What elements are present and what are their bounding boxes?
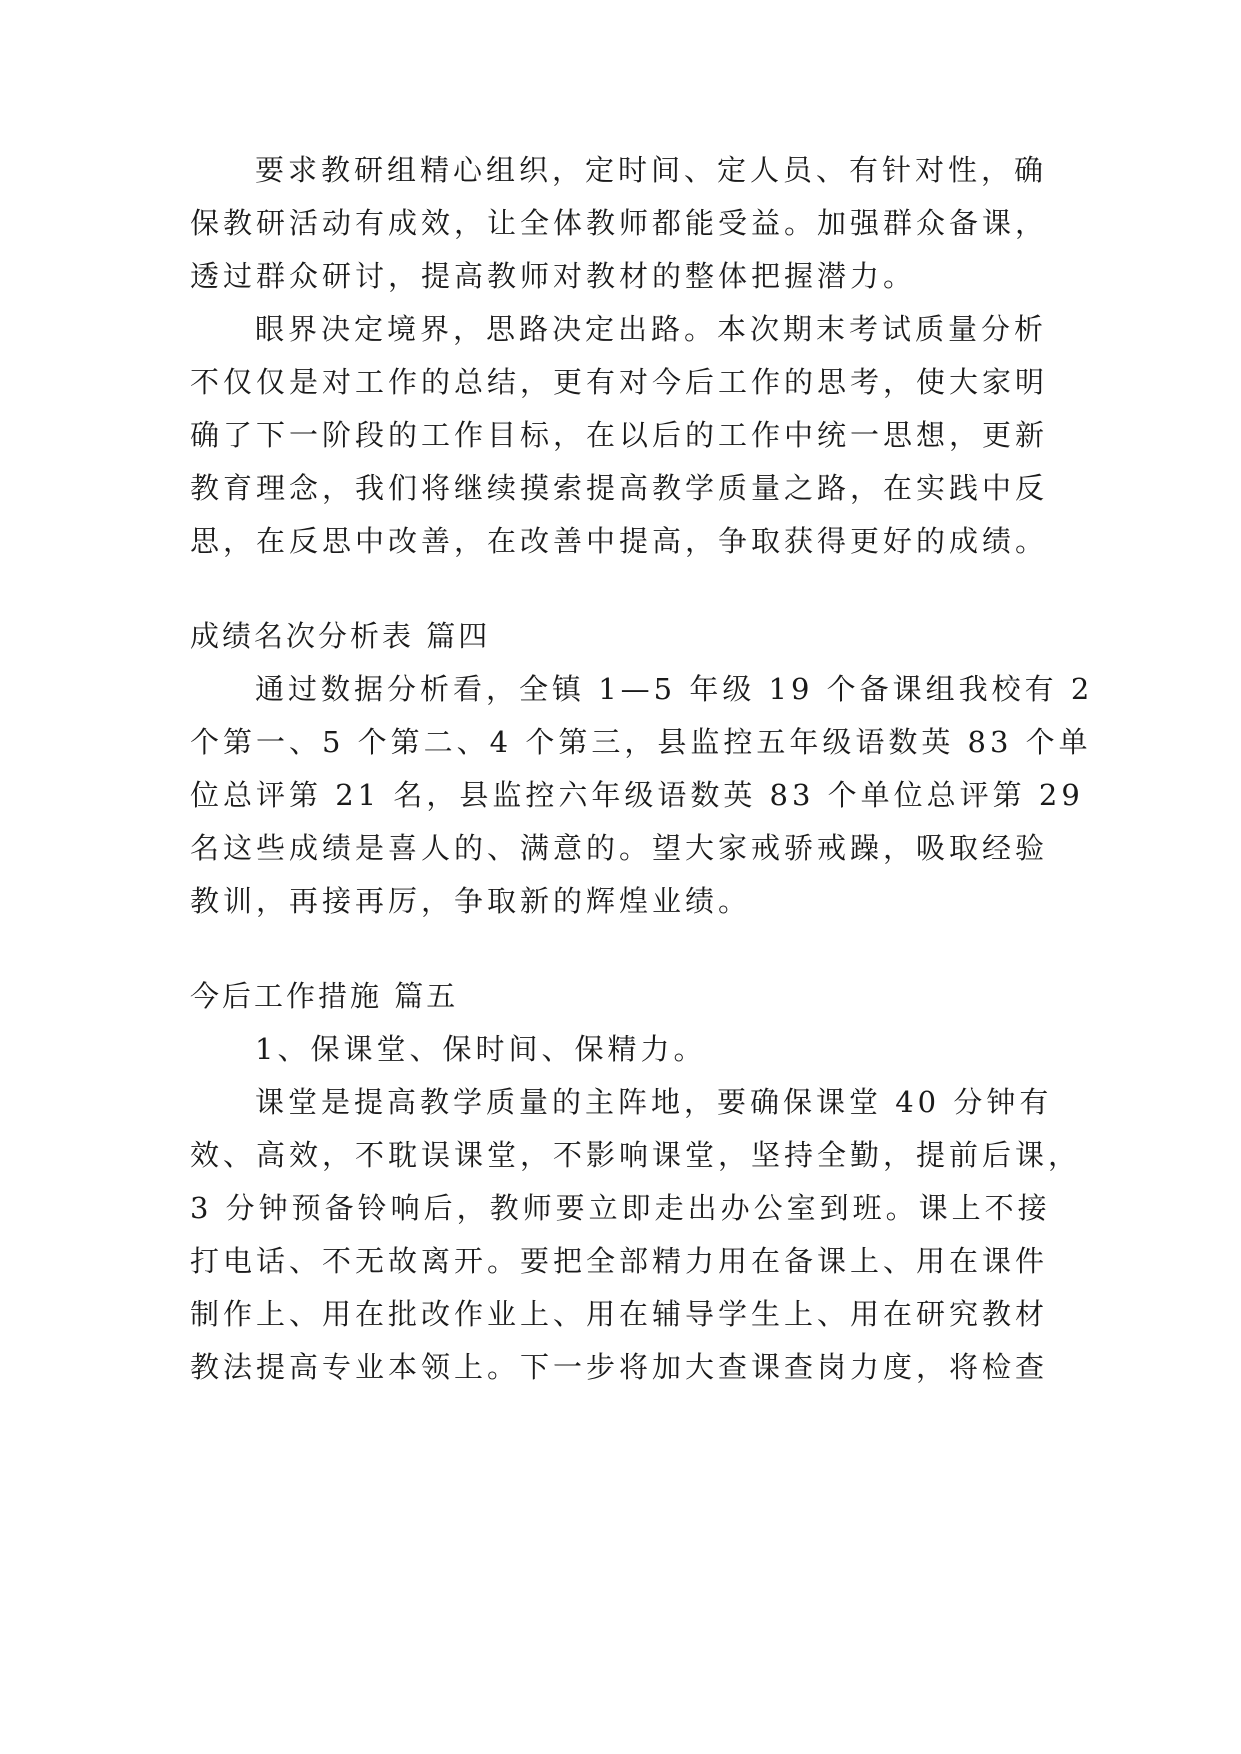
paragraph-line: 3 分钟预备铃响后，教师要立即走出办公室到班。课上不接 — [190, 1191, 1051, 1225]
section-heading: 成绩名次分析表 篇四 — [190, 619, 491, 653]
section-heading: 今后工作措施 篇五 — [190, 979, 459, 1013]
paragraph-line: 保教研活动有成效，让全体教师都能受益。加强群众备课， — [190, 206, 1049, 240]
paragraph-line: 不仅仅是对工作的总结，更有对今后工作的思考，使大家明 — [190, 365, 1049, 399]
paragraph-line: 名这些成绩是喜人的、满意的。望大家戒骄戒躁，吸取经验 — [190, 831, 1049, 865]
paragraph-line: 确了下一阶段的工作目标，在以后的工作中统一思想，更新 — [190, 418, 1049, 452]
list-item: 1、保课堂、保时间、保精力。 — [255, 1032, 707, 1066]
paragraph-line: 要求教研组精心组织，定时间、定人员、有针对性，确 — [255, 153, 1048, 187]
paragraph-line: 效、高效，不耽误课堂，不影响课堂，坚持全勤，提前后课， — [190, 1138, 1082, 1172]
paragraph-line: 制作上、用在批改作业上、用在辅导学生上、用在研究教材 — [190, 1297, 1049, 1331]
paragraph-line: 位总评第 21 名，县监控六年级语数英 83 个单位总评第 29 — [190, 778, 1084, 812]
paragraph-line: 通过数据分析看，全镇 1—5 年级 19 个备课组我校有 2 — [255, 672, 1094, 706]
paragraph-line: 个第一、5 个第二、4 个第三，县监控五年级语数英 83 个单 — [190, 725, 1092, 759]
paragraph-line: 教法提高专业本领上。下一步将加大查课查岗力度，将检查 — [190, 1350, 1049, 1384]
paragraph-line: 透过群众研讨，提高教师对教材的整体把握潜力。 — [190, 259, 917, 293]
paragraph-line: 眼界决定境界，思路决定出路。本次期末考试质量分析 — [255, 312, 1048, 346]
paragraph-line: 思，在反思中改善，在改善中提高，争取获得更好的成绩。 — [190, 524, 1049, 558]
paragraph-line: 教训，再接再厉，争取新的辉煌业绩。 — [190, 884, 752, 918]
paragraph-line: 打电话、不无故离开。要把全部精力用在备课上、用在课件 — [190, 1244, 1049, 1278]
paragraph-line: 课堂是提高教学质量的主阵地，要确保课堂 40 分钟有 — [255, 1085, 1053, 1119]
paragraph-line: 教育理念，我们将继续摸索提高教学质量之路，在实践中反 — [190, 471, 1049, 505]
